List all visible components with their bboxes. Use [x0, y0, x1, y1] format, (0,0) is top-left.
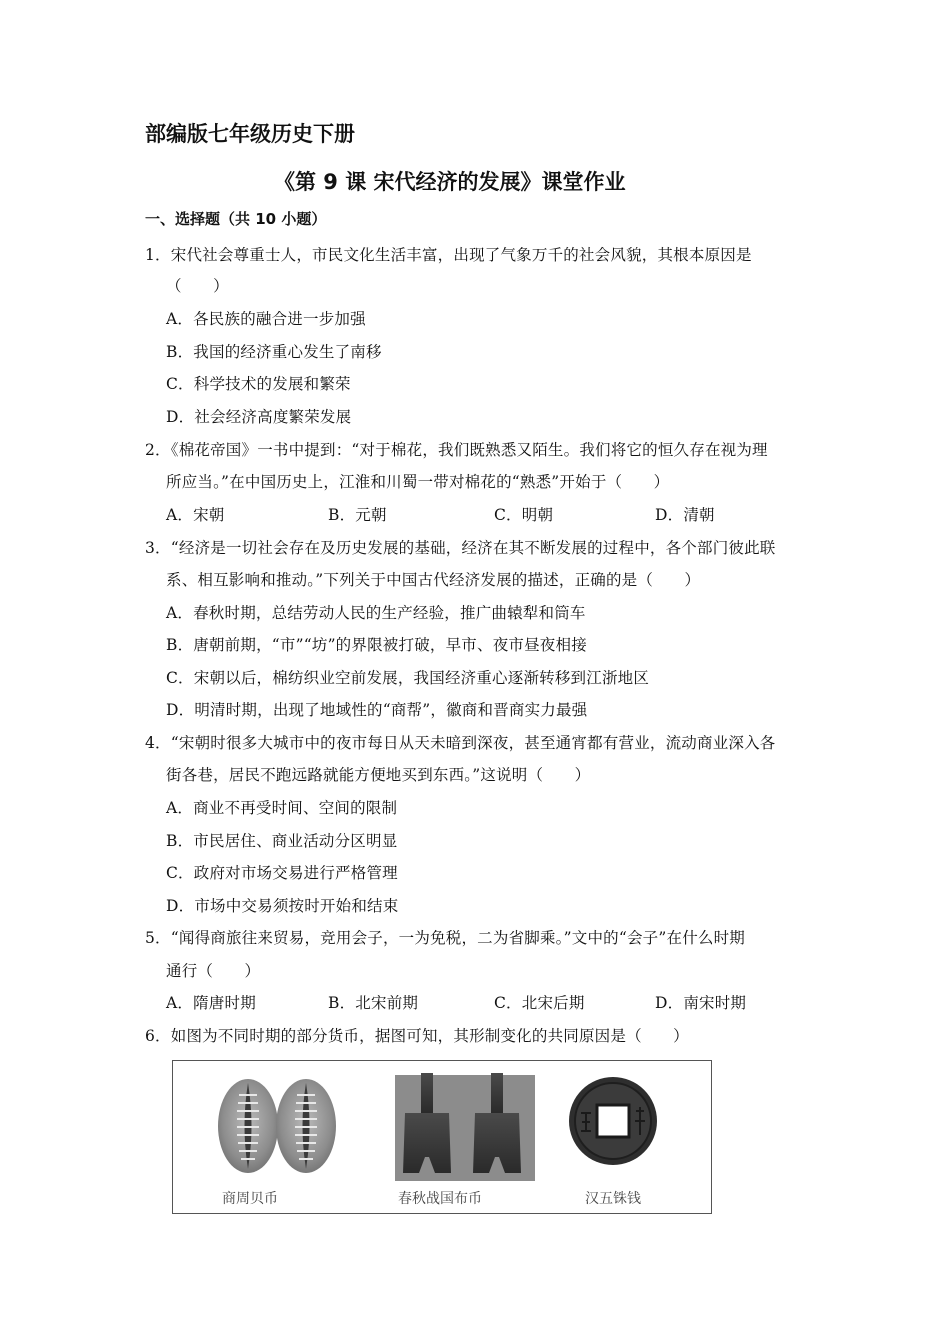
- question-2-line-1: 2．《棉花帝国》一书中提到：“对于棉花，我们既熟悉又陌生。我们将它的恒久存在视为理: [145, 441, 768, 459]
- page-title: 《第 9 课 宋代经济的发展》课堂作业: [274, 170, 626, 194]
- question-3-option-d: D．明清时期，出现了地域性的“商帮”，徽商和晋商实力最强: [166, 701, 588, 719]
- question-3-option-a: A．春秋时期，总结劳动人民的生产经验，推广曲辕犁和筒车: [166, 604, 586, 622]
- question-3-line-1: 3．“经济是一切社会存在及历史发展的基础，经济在其不断发展的过程中，各个部门彼此联: [145, 539, 776, 557]
- caption-spade-coin: 春秋战国布币: [398, 1191, 482, 1207]
- series-title: 部编版七年级历史下册: [145, 122, 355, 146]
- question-4-option-b: B．市民居住、商业活动分区明显: [166, 832, 398, 850]
- caption-shell-coin: 商周贝币: [222, 1191, 278, 1207]
- question-2-line-2: 所应当。”在中国历史上，江淮和川蜀一带对棉花的“熟悉”开始于（ ）: [166, 473, 670, 491]
- question-6-line-1: 6．如图为不同时期的部分货币，据图可知，其形制变化的共同原因是（ ）: [145, 1027, 689, 1045]
- question-1-line-1: 1．宋代社会尊重士人，市民文化生活丰富，出现了气象万千的社会风貌，其根本原因是: [145, 246, 752, 264]
- question-1-option-d: D．社会经济高度繁荣发展: [166, 408, 352, 426]
- question-1-option-b: B．我国的经济重心发生了南移: [166, 343, 382, 361]
- shell-coin-right-icon: [276, 1079, 336, 1173]
- question-4-option-c: C．政府对市场交易进行严格管理: [166, 864, 398, 882]
- section-heading: 一、选择题（共 10 小题）: [145, 210, 327, 228]
- question-5-line-2: 通行（ ）: [166, 962, 261, 980]
- question-5-option-d: D．南宋时期: [655, 994, 747, 1012]
- question-4-line-1: 4．“宋朝时很多大城市中的夜市每日从天未暗到深夜，甚至通宵都有营业，流动商业深入各: [145, 734, 776, 752]
- question-2-option-d: D．清朝: [655, 506, 715, 524]
- question-4-option-d: D．市场中交易须按时开始和结束: [166, 897, 399, 915]
- question-3-option-c: C．宋朝以后，棉纺织业空前发展，我国经济重心逐渐转移到江浙地区: [166, 669, 650, 687]
- currency-figure: [172, 1060, 712, 1214]
- question-4-line-2: 街各巷，居民不跑远路就能方便地买到东西。”这说明（ ）: [166, 766, 591, 784]
- question-5-line-1: 5．“闻得商旅往来贸易，竞用会子，一为免税，二为省脚乘。”文中的“会子”在什么时期: [145, 929, 746, 947]
- question-5-option-a: A．隋唐时期: [166, 994, 256, 1012]
- question-2-option-c: C．明朝: [494, 506, 554, 524]
- question-1-option-a: A．各民族的融合进一步加强: [166, 310, 366, 328]
- wuzhu-coin-icon: [569, 1077, 657, 1165]
- question-2-option-a: A．宋朝: [166, 506, 225, 524]
- question-1-line-2: （ ）: [166, 277, 229, 295]
- question-4-option-a: A．商业不再受时间、空间的限制: [166, 799, 398, 817]
- question-3-option-b: B．唐朝前期，“市”“坊”的界限被打破，早市、夜市昼夜相接: [166, 636, 587, 654]
- question-3-line-2: 系、相互影响和推动。”下列关于中国古代经济发展的描述，正确的是（ ）: [166, 571, 701, 589]
- shell-coin-left-icon: [218, 1079, 278, 1173]
- question-5-option-c: C．北宋后期: [494, 994, 585, 1012]
- question-5-option-b: B．北宋前期: [328, 994, 419, 1012]
- question-2-option-b: B．元朝: [328, 506, 387, 524]
- question-1-option-c: C．科学技术的发展和繁荣: [166, 375, 351, 393]
- caption-wuzhu-coin: 汉五铢钱: [585, 1191, 641, 1207]
